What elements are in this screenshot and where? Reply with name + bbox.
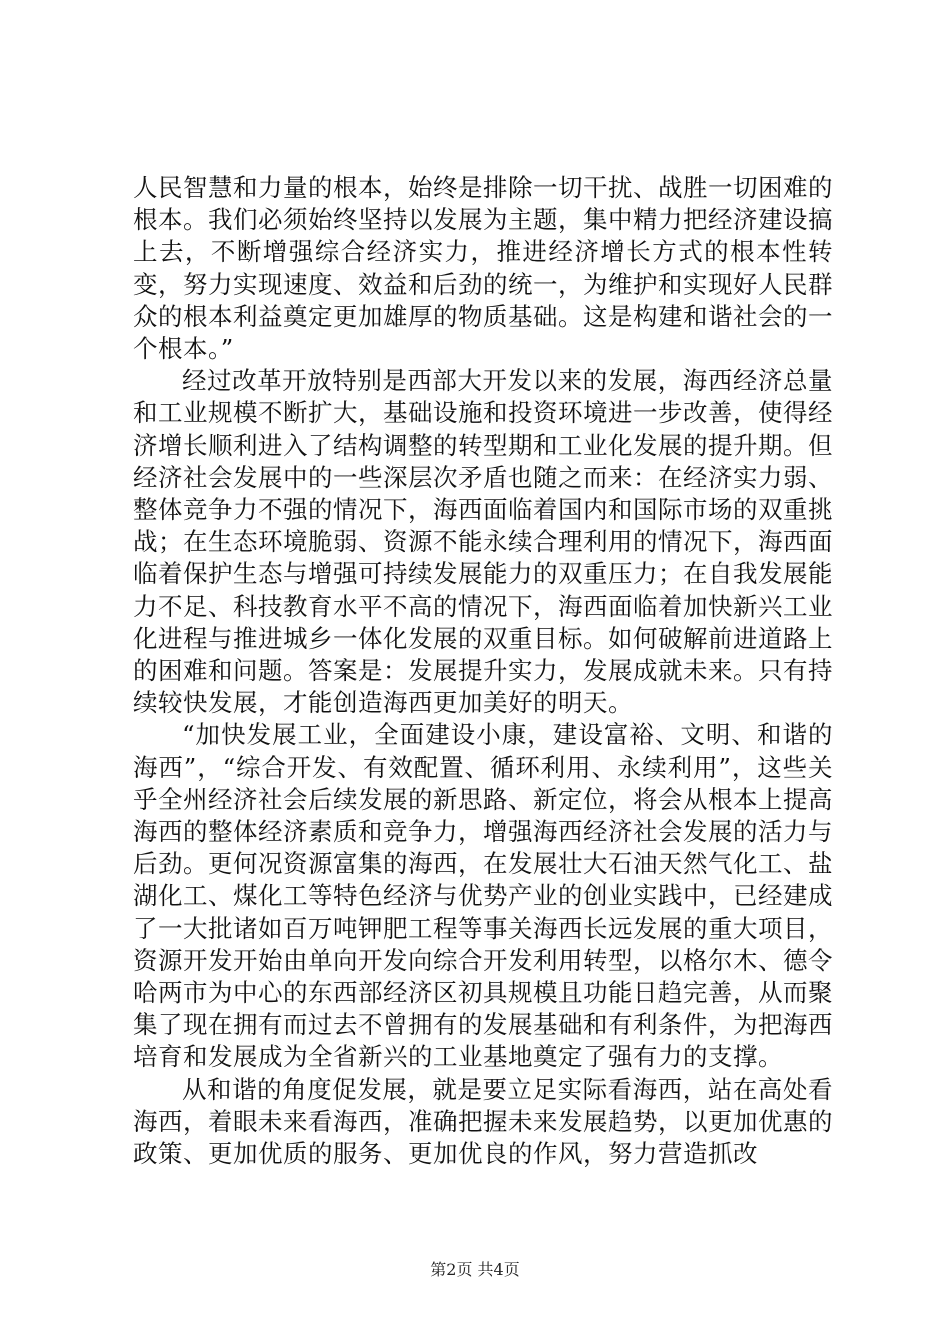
paragraph: “加快发展工业，全面建设小康，建设富裕、文明、和谐的海西”，“综合开发、有效配置、循环利用、永续利用”，这些关乎全州经济社会后续发展的新思路、新定位，将会从根本上提高海西的整体经济素质和竞争力，增强海西经济社会发展的活力与后劲。更何况资源富集的海西，在发展壮大石油天然气化工、盐湖化工、煤化工等特色经济与优势产业的创业实践中，已经建成了一大批诸如百万吨钾肥工程等事关海西长远发展的重大项目，资源开发开始由单向开发向综合开发利用转型，以格尔木、德令哈两市为中心的东西部经济区初具规模且功能日趋完善，从而聚集了现在拥有而过去不曾拥有的发展基础和有利条件，为把海西培育和发展成为全省新兴的工业基地奠定了强有力的支撑。 bbox=[133, 720, 833, 1072]
paragraph: 从和谐的角度促发展，就是要立足实际看海西，站在高处看海西，着眼未来看海西，准确把握未来发展趋势，以更加优惠的政策、更加优质的服务、更加优良的作风，努力营造抓改 bbox=[133, 1074, 833, 1169]
page-number-label: 第2页 共4页 bbox=[430, 1260, 520, 1279]
paragraph: 经过改革开放特别是西部大开发以来的发展，海西经济总量和工业规模不断扩大，基础设施和投资环境进一步改善，使得经济增长顺利进入了结构调整的转型期和工业化发展的提升期。但经济社会发展中的一些深层次矛盾也随之而来：在经济实力弱、整体竞争力不强的情况下，海西面临着国内和国际市场的双重挑战；在生态环境脆弱、资源不能永续合理利用的情况下，海西面临着保护生态与增强可持续发展能力的双重压力；在自我发展能力不足、科技教育水平不高的情况下，海西面临着加快新兴工业化进程与推进城乡一体化发展的双重目标。如何破解前进道路上的困难和问题。答案是：发展提升实力，发展成就未来。只有持续较快发展，才能创造海西更加美好的明天。 bbox=[133, 366, 833, 718]
paragraph-continued: 人民智慧和力量的根本，始终是排除一切干扰、战胜一切困难的根本。我们必须始终坚持以发展为主题，集中精力把经济建设搞上去，不断增强综合经济实力，推进经济增长方式的根本性转变，努力实现速度、效益和后劲的统一，为维护和实现好人民群众的根本利益奠定更加雄厚的物质基础。这是构建和谐社会的一个根本。” bbox=[133, 173, 833, 364]
page-footer bbox=[0, 1260, 950, 1280]
document-body bbox=[133, 172, 833, 1170]
